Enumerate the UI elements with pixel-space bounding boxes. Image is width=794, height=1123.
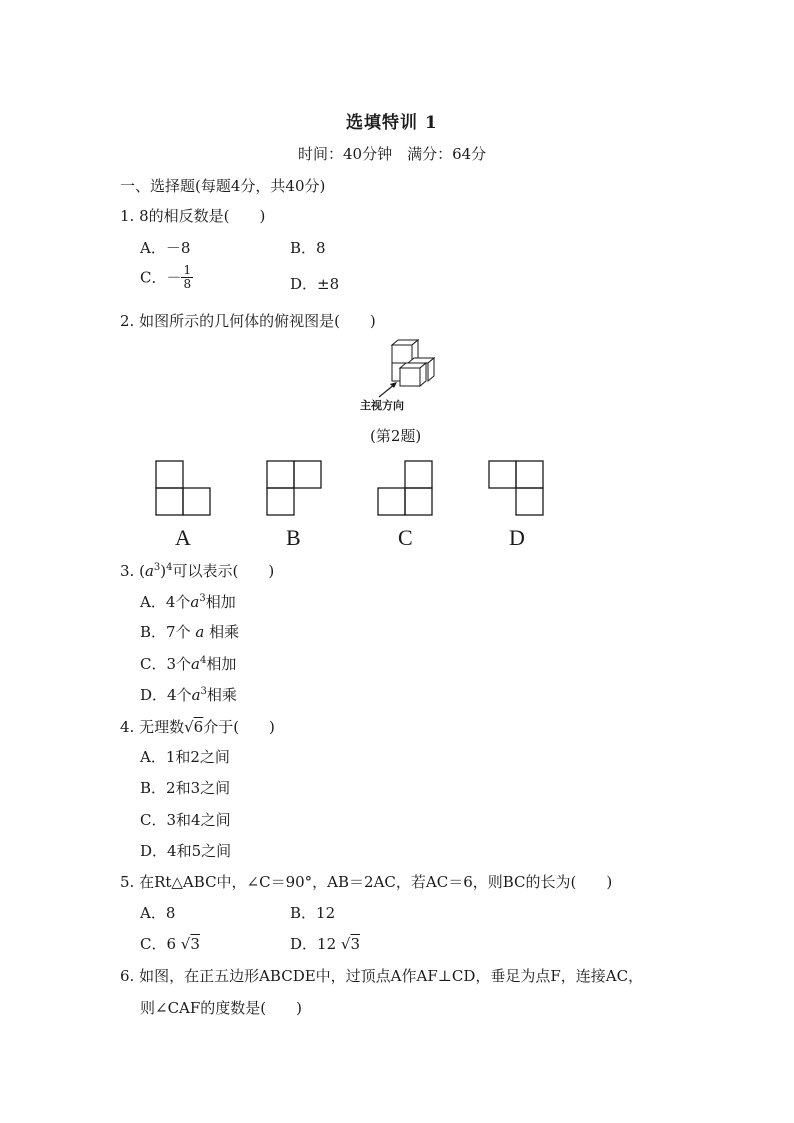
option-b-label: B	[286, 525, 301, 550]
q5-option-c	[140, 934, 200, 954]
fraction-denominator: 8	[183, 277, 192, 291]
option-b-figure	[265, 459, 325, 519]
q3-outer-exponent: 4	[166, 562, 173, 573]
q3-c-var: a	[191, 655, 200, 673]
option-a-figure	[154, 459, 214, 519]
q4-stem-prefix: 4. 无理数	[120, 718, 185, 736]
q3-a-pre: A．4个	[140, 593, 191, 611]
q5-option-d	[290, 934, 360, 954]
q3-option-a	[140, 592, 236, 612]
option-c-figure	[376, 459, 436, 519]
q6-stem-line2: 则∠CAF的度数是( )	[140, 999, 302, 1017]
q3-b-post: 相乘	[209, 623, 240, 641]
option-d-figure	[487, 459, 547, 519]
sqrt-icon: √	[340, 935, 351, 953]
q3-b-var: a	[195, 623, 205, 641]
q5-stem: 5. 在Rt△ABC中，∠C＝90°，AB＝2AC，若AC＝6，则BC的长为( )	[120, 873, 613, 891]
q5-c-pre: C．6	[140, 935, 181, 953]
fraction	[181, 264, 193, 291]
fraction-numerator: 1	[183, 263, 192, 277]
q3-stem-suffix: 可以表示( )	[172, 562, 275, 580]
q3-d-pre: D．4个	[140, 686, 192, 704]
q5-option-a: A．8	[140, 904, 176, 922]
q3-base: a	[144, 562, 154, 580]
q1-option-c	[140, 264, 193, 291]
q4-option-c: C．3和4之间	[140, 811, 231, 829]
exam-meta: 时间：40分钟 满分：64分	[298, 145, 487, 163]
q4-option-a: A．1和2之间	[140, 748, 230, 766]
q3-inner-exponent: 3	[153, 562, 161, 573]
q3-c-post: 相加	[206, 655, 237, 673]
q6-stem-line1: 6. 如图，在正五边形ABCDE中，过顶点A作AF⊥CD，垂足为点F，连接AC，	[120, 967, 644, 985]
q4-option-b: B．2和3之间	[140, 779, 231, 797]
q3-a-exp: 3	[199, 593, 206, 604]
q4-radicand: 6	[193, 718, 204, 736]
page-title: 选填特训 1	[346, 113, 438, 133]
q4-stem-suffix: 介于( )	[203, 718, 275, 736]
q3-b-pre: B．7个	[140, 623, 191, 641]
q1-option-d: D．±8	[290, 275, 340, 293]
q5-d-pre: D．12	[290, 935, 337, 953]
q4-stem	[120, 717, 275, 737]
q3-stem: 3. $(a^3)^4$可以表示( )	[120, 562, 275, 580]
sqrt-icon: √	[184, 718, 194, 736]
q3-d-exp: 3	[200, 686, 207, 697]
q2-caption: (第2题)	[370, 427, 422, 445]
q1-stem: 1. 8的相反数是( )	[120, 207, 266, 225]
q4-option-d: D．4和5之间	[140, 842, 232, 860]
q3-a-post: 相加	[205, 593, 236, 611]
q3-d-post: 相乘	[206, 686, 237, 704]
q5-c-radicand: 3	[190, 935, 200, 953]
q3-stem-prefix: 3. (	[120, 562, 145, 580]
q1-option-c-prefix: C．－	[140, 268, 182, 287]
view-direction-label: 主视方向	[360, 399, 404, 412]
q1-option-a: A．－8	[140, 239, 191, 257]
q3-d-var: a	[191, 686, 201, 704]
q1-option-b: B．8	[290, 239, 326, 257]
option-a-label: A	[175, 525, 191, 550]
q3-option-c	[140, 654, 236, 674]
q3-option-d	[140, 685, 237, 705]
q3-option-b	[140, 622, 239, 642]
option-d-label: D	[509, 525, 525, 550]
q2-stem: 2. 如图所示的几何体的俯视图是( )	[120, 312, 376, 330]
q3-a-var: a	[190, 593, 200, 611]
sqrt-icon: √	[180, 935, 191, 953]
q5-d-radicand: 3	[350, 935, 361, 953]
option-c-label: C	[398, 525, 413, 550]
q3-c-pre: C．3个	[140, 655, 192, 673]
section-heading: 一、选择题(每题4分，共40分)	[120, 177, 326, 195]
q3-c-exp: 4	[199, 655, 207, 666]
q5-option-b: B．12	[290, 904, 336, 922]
